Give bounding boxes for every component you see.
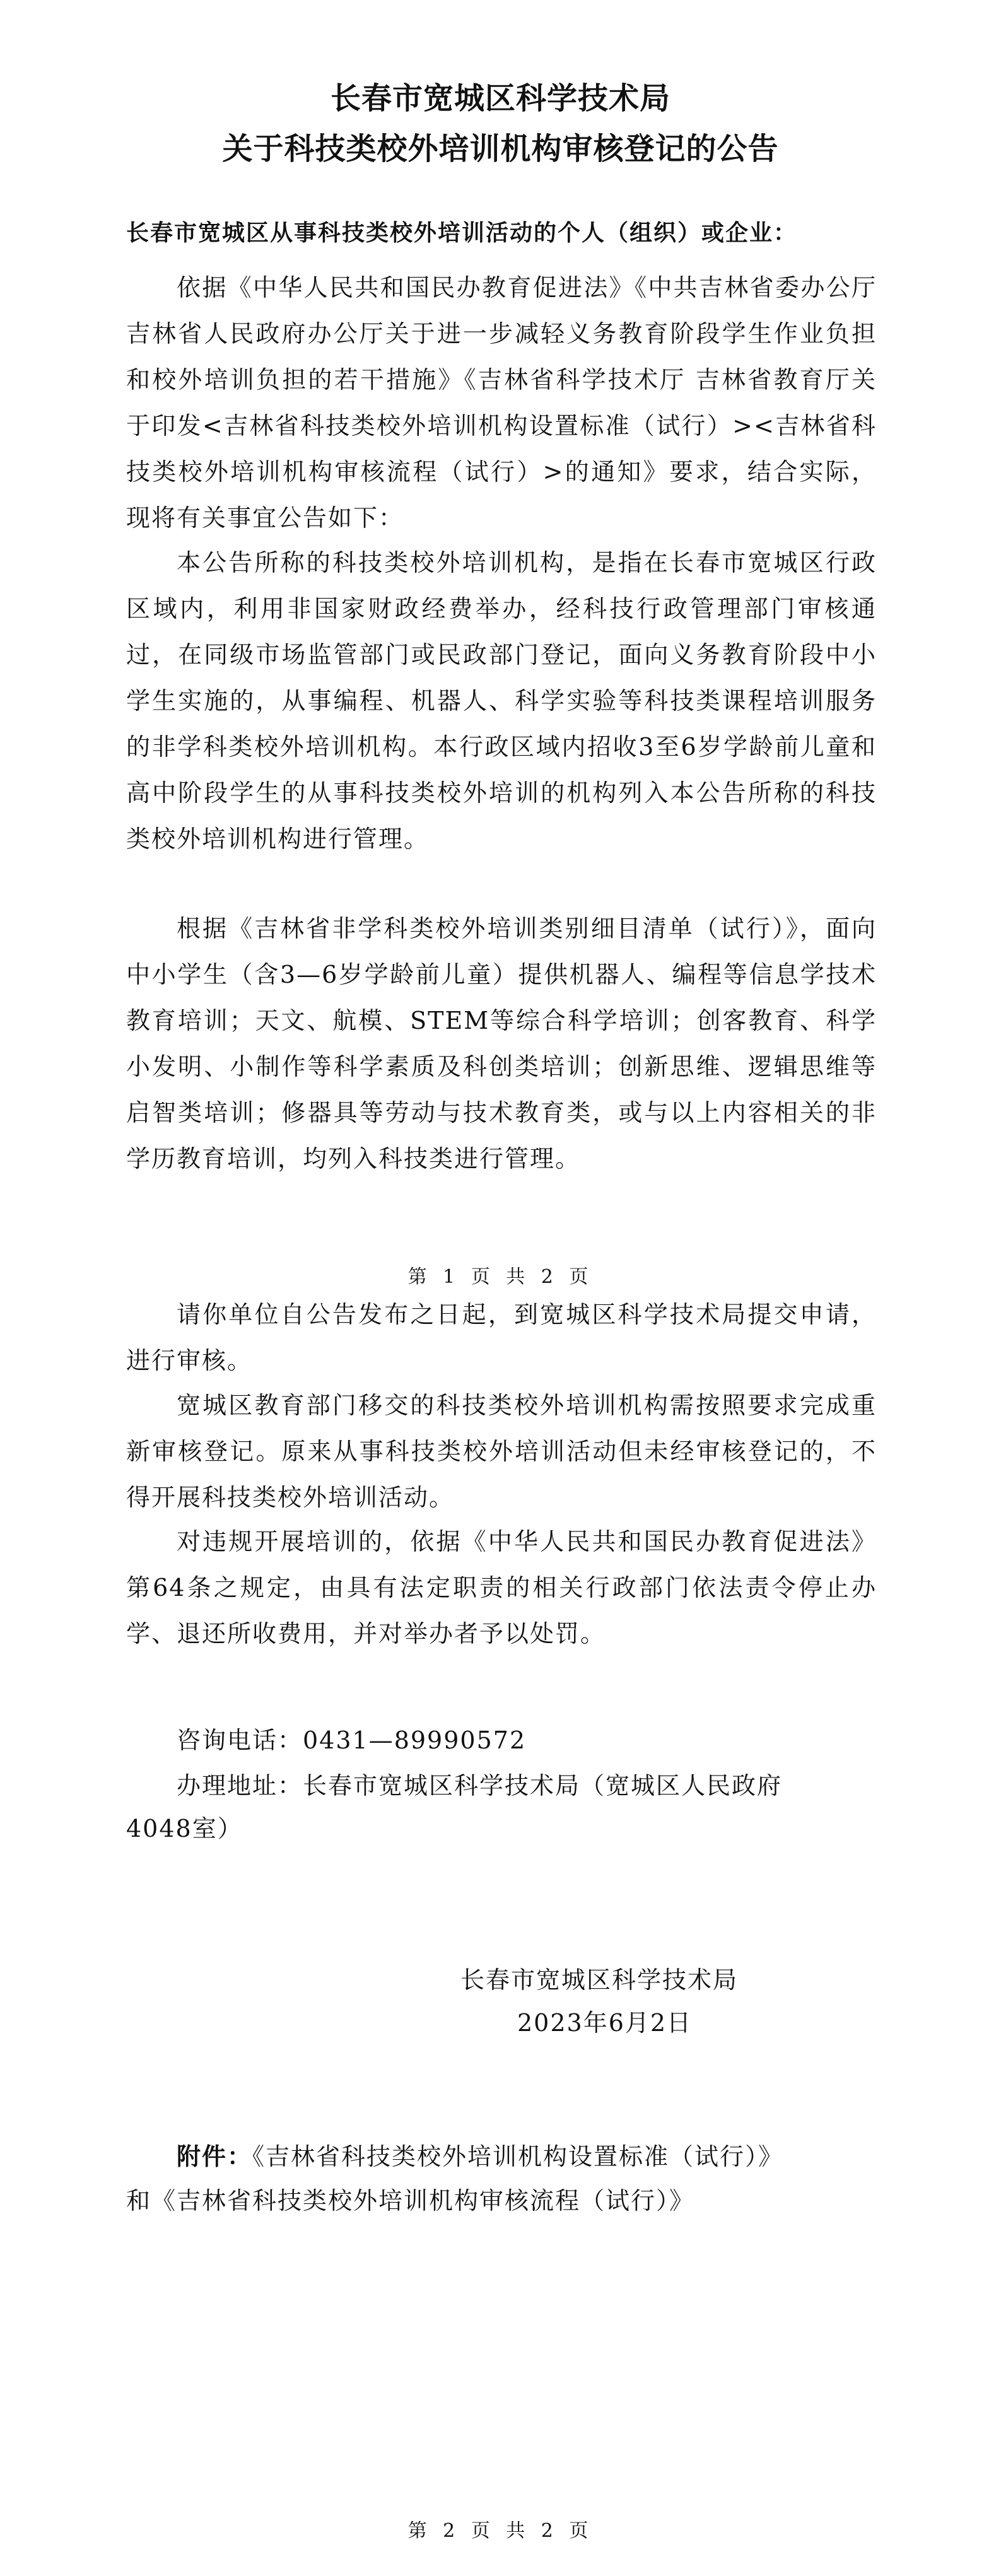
paragraph-penalty: 对违规开展培训的，依据《中华人民共和国民办教育促进法》第64条之规定，由具有法定职责的相关行政部门依法责令停止办学、退还所收费用，并对举办者予以处罚。 bbox=[126, 1528, 877, 1648]
paragraph-legal-basis: 依据《中华人民共和国民办教育促进法》《中共吉林省委办公厅 吉林省人民政府办公厅关于进一步减轻义务教育阶段学生作业负担和校外培训负担的若干措施》《吉林省科学技术厅 吉林省教育厅关于印发<吉林省科技类校外培训机构设置标准（试行）><吉林省科技类校外培训机构审核流程（试行）>的通知》要求，结合实际，现将有关事宜公告如下： bbox=[126, 274, 877, 532]
attachment-label: 附件： bbox=[177, 2143, 253, 2170]
document-title-line2: 关于科技类校外培训机构审核登记的公告 bbox=[222, 131, 779, 167]
document-title-line1: 长春市宽城区科学技术局 bbox=[330, 81, 670, 116]
paragraph-categories: 根据《吉林省非学科类校外培训类别细目清单（试行）》，面向中小学生（含3—6岁学龄前儿童）提供机器人、编程等信息学技术教育培训；天文、航模、STEM等综合科学培训；创客教育、科学小发明、小制作等科学素质及科创类培训；创新思维、逻辑思维等启智类培训；修器具等劳动与技术教育类，或与以上内容相关的非学历教育培训，均列入科技类进行管理。 bbox=[126, 915, 877, 1173]
page-number-2: 第 2 页 共 2 页 bbox=[407, 2520, 594, 2542]
attachment-title-1: 《吉林省科技类校外培训机构设置标准（试行）》 bbox=[252, 2143, 784, 2170]
contact-address-line1: 办理地址：长春市宽城区科学技术局（宽城区人民政府 bbox=[177, 1772, 783, 1800]
signature-org: 长春市宽城区科学技术局 bbox=[460, 1966, 739, 1994]
contact-address-line2: 4048室） bbox=[126, 1815, 243, 1842]
attachment-line1 bbox=[177, 2145, 783, 2169]
attachment-line2: 和《吉林省科技类校外培训机构审核流程（试行）》 bbox=[126, 2187, 695, 2215]
paragraph-definition: 本公告所称的科技类校外培训机构，是指在长春市宽城区行政区域内，利用非国家财政经费举办，经科技行政管理部门审核通过，在同级市场监管部门或民政部门登记，面向义务教育阶段中小学生实施的，从事编程、机器人、科学实验等科技类课程培训服务的非学科类校外培训机构。本行政区域内招收3至6岁学龄前儿童和高中阶段学生的从事科技类校外培训的机构列入本公告所称的科技类校外培训机构进行管理。 bbox=[126, 549, 877, 853]
page-number-1: 第 1 页 共 2 页 bbox=[407, 1266, 594, 1288]
paragraph-reregistration: 宽城区教育部门移交的科技类校外培训机构需按照要求完成重新审核登记。原来从事科技类校外培训活动但未经审核登记的，不得开展科技类校外培训活动。 bbox=[126, 1391, 877, 1511]
greeting: 长春市宽城区从事科技类校外培训活动的个人（组织）或企业： bbox=[126, 220, 798, 246]
signature-date: 2023年6月2日 bbox=[517, 2009, 693, 2037]
paragraph-application: 请你单位自公告发布之日起，到宽城区科学技术局提交申请，进行审核。 bbox=[126, 1301, 877, 1374]
contact-phone: 咨询电话：0431—89990572 bbox=[177, 1726, 527, 1754]
